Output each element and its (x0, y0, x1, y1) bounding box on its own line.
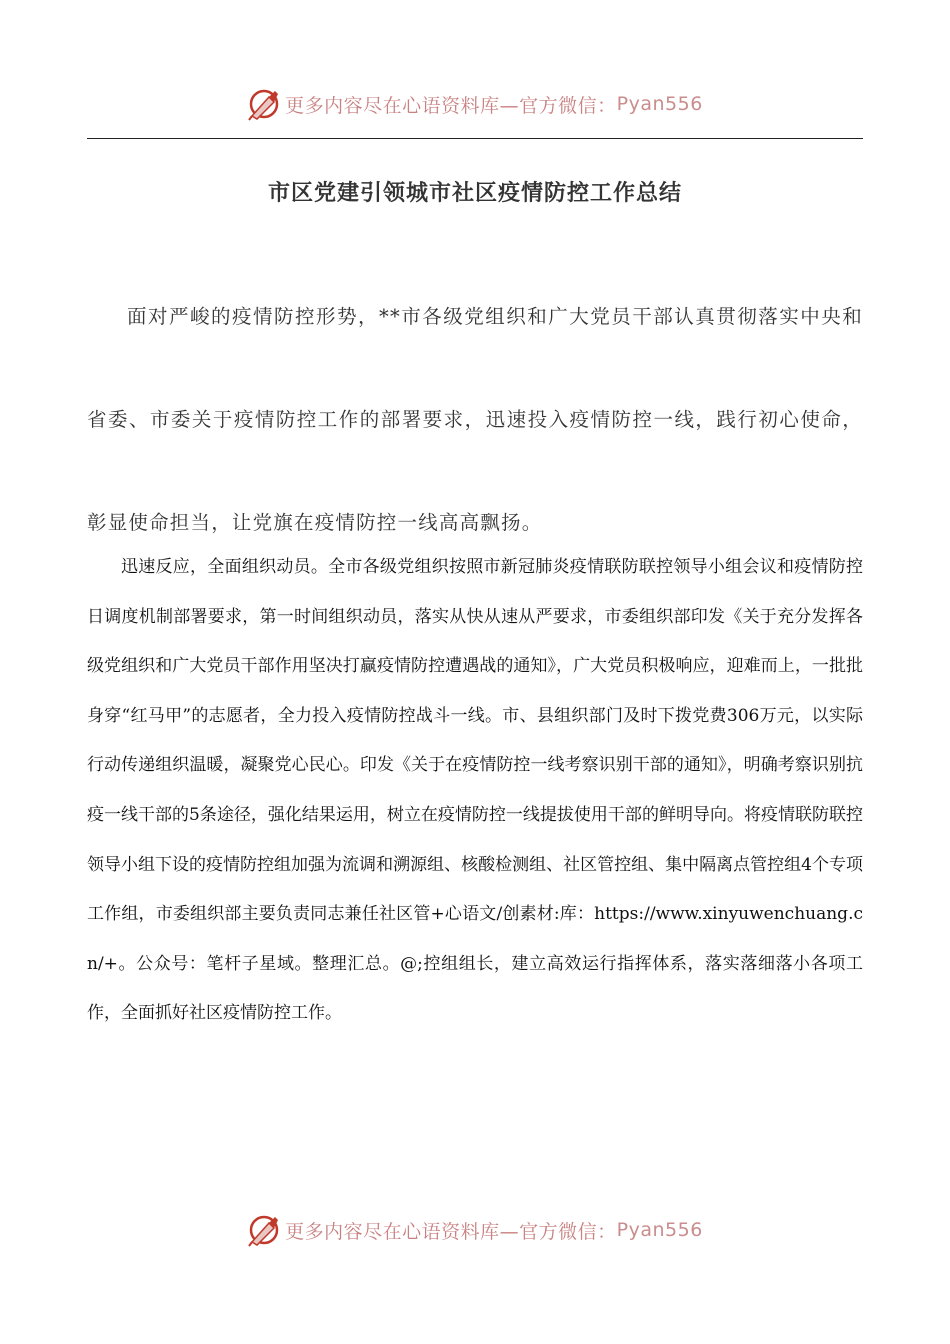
watermark-handle: Pyan556 (616, 1219, 703, 1241)
header-divider (87, 138, 863, 139)
intro-paragraph: 面对严峻的疫情防控形势，**市各级党组织和广大党员干部认真贯彻落实中央和省委、市委关于疫情防控工作的部署要求，迅速投入疫情防控一线，践行初心使命，彰显使命担当，让党旗在疫情防控一线高高飘扬。 (87, 305, 863, 534)
watermark-text: 更多内容尽在心语资料库—官方微信： (285, 94, 617, 117)
watermark-handle: Pyan556 (616, 93, 703, 115)
body-paragraph: 迅速反应，全面组织动员。全市各级党组织按照市新冠肺炎疫情联防联控领导小组会议和疫情防控日调度机制部署要求，第一时间组织动员，落实从快从速从严要求，市委组织部印发《关于充分发挥各级党组织和广大党员干部作用坚决打赢疫情防控遭遇战的通知》，广大党员积极响应，迎难而上，一批批身穿“红马甲”的志愿者，全力投入疫情防控战斗一线。市、县组织部门及时下拨党费306万元，以实际行动传递组织温暖，凝聚党心民心。印发《关于在疫情防控一线考察识别干部的通知》，明确考察识别抗疫一线干部的5条途径，强化结果运用，树立在疫情防控一线提拔使用干部的鲜明导向。将疫情联防联控领导小组下设的疫情防控组加强为流调和溯源组、核酸检测组、社区管控组、集中隔离点管控组4个专项工作组，市委组织部主要负责同志兼任社区管+心语文/创素材:库：https://www.xinyuwenchuang.cn/+。公众号：笔杆子星域。整理汇总。@;控组组长，建立高效运行指挥体系，落实落细落小各项工作，全面抓好社区疫情防控工作。 (87, 557, 863, 1024)
pen-nib-logo-icon (247, 1213, 281, 1247)
footer-watermark (0, 1208, 950, 1252)
watermark-text: 更多内容尽在心语资料库—官方微信： (285, 1220, 617, 1243)
document-title: 市区党建引领城市社区疫情防控工作总结 (267, 181, 682, 206)
pen-nib-logo-icon (247, 87, 281, 121)
header-watermark (0, 82, 950, 126)
